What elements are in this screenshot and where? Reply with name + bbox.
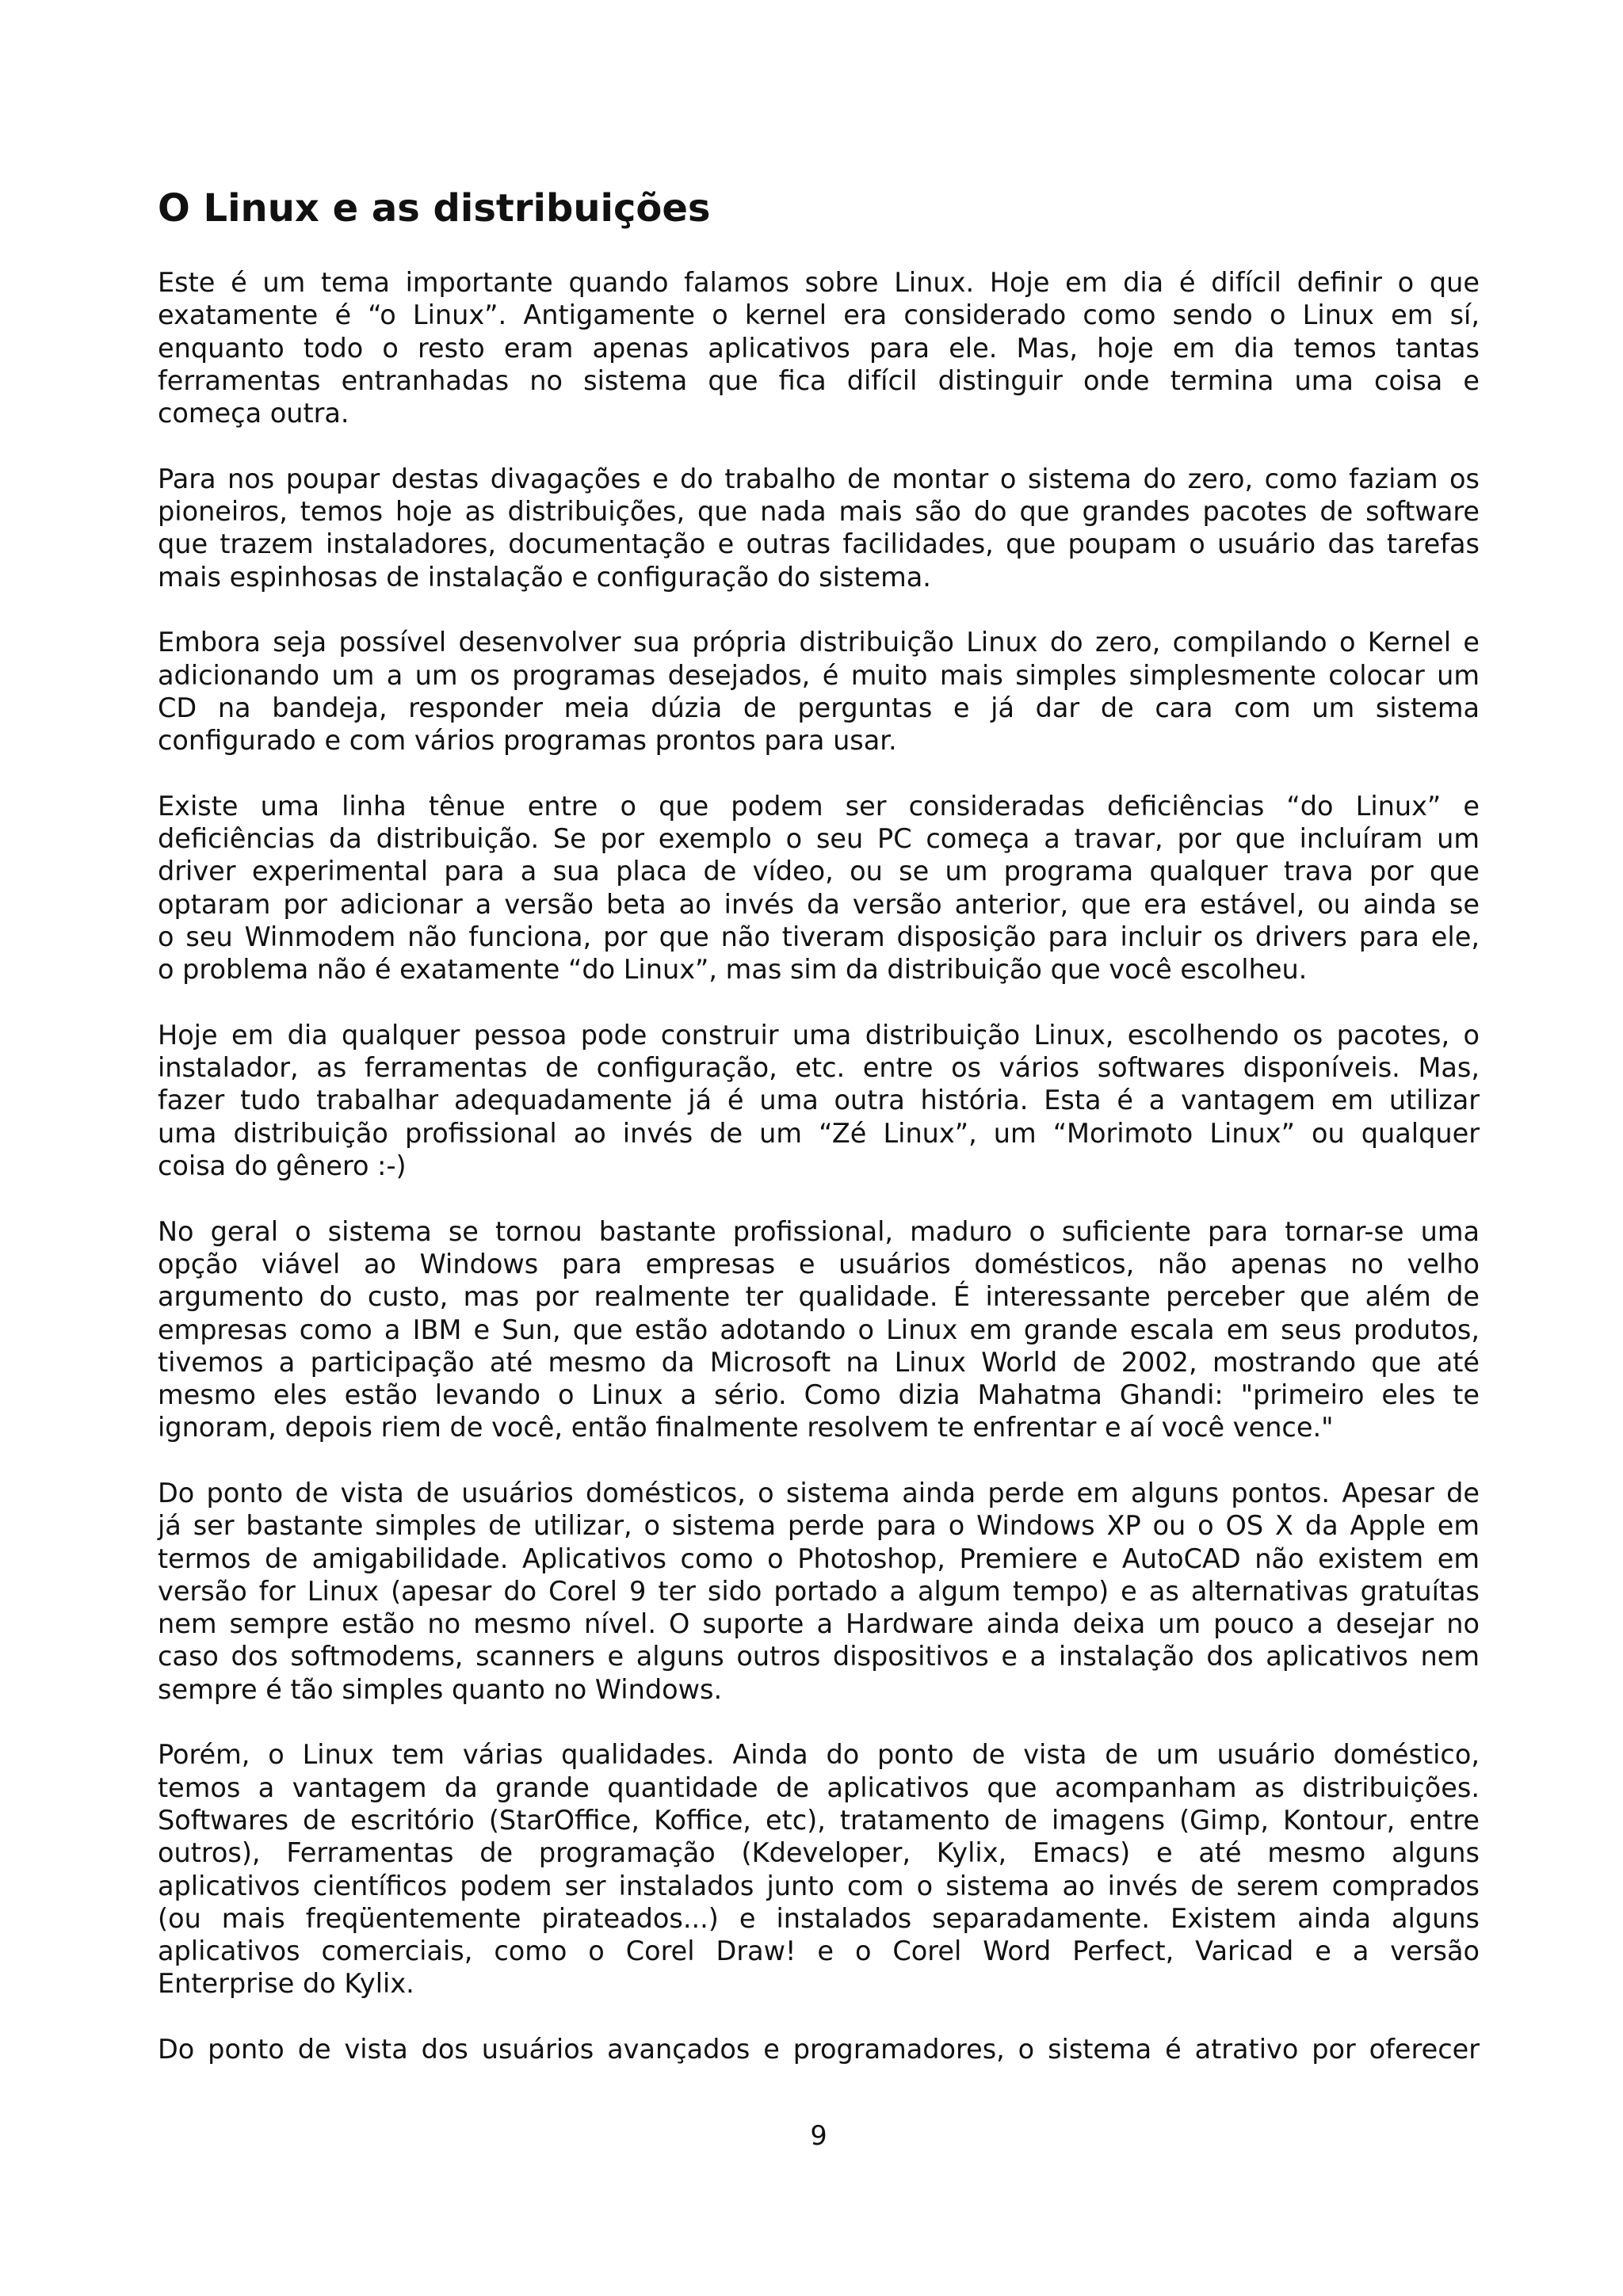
text-line: No geral o sistema se tornou bastante profissional, maduro o suficiente para tornar-se uma	[158, 1215, 1480, 1247]
text-line: sempre é tão simples quanto no Windows.	[158, 1673, 723, 1705]
text-line: o problema não é exatamente “do Linux”, mas sim da distribuição que você escolheu.	[158, 954, 1308, 986]
text-line: deficiências da distribuição. Se por exemplo o seu PC começa a travar, por que incluíram um	[158, 823, 1480, 855]
text-line: pioneiros, temos hoje as distribuições, que nada mais são do que grandes pacotes de software	[158, 496, 1480, 528]
text-line: Embora seja possível desenvolver sua própria distribuição Linux do zero, compilando o Kernel e	[158, 627, 1480, 658]
text-line: enquanto todo o resto eram apenas aplicativos para ele. Mas, hoje em dia temos tantas	[158, 332, 1480, 364]
text-line: caso dos softmodems, scanners e alguns outros dispositivos e a instalação dos aplicativos nem	[158, 1641, 1480, 1672]
paragraph-8	[158, 1738, 1480, 2000]
page-title: O Linux e as distribuições	[158, 186, 711, 231]
text-line: outros), Ferramentas de programação (Kdeveloper, Kylix, Emacs) e até mesmo alguns	[158, 1837, 1480, 1869]
paragraph-6	[158, 1215, 1480, 1444]
text-line: opção viável ao Windows para empresas e usuários domésticos, não apenas no velho	[158, 1248, 1480, 1280]
text-line: Do ponto de vista dos usuários avançados e programadores, o sistema é atrativo por oferecer	[158, 2034, 1480, 2065]
text-line: que trazem instaladores, documentação e outras facilidades, que poupam o usuário das tarefas	[158, 528, 1480, 560]
text-line: termos de amigabilidade. Aplicativos como o Photoshop, Premiere e AutoCAD não existem em	[158, 1543, 1480, 1574]
text-line: aplicativos comerciais, como o Corel Draw! e o Corel Word Perfect, Varicad e a versão	[158, 1936, 1480, 1967]
text-line: ferramentas entranhadas no sistema que fica difícil distinguir onde termina uma coisa e	[158, 364, 1480, 396]
text-line: temos a vantagem da grande quantidade de aplicativos que acompanham as distribuições.	[158, 1772, 1480, 1803]
text-line: mais espinhosas de instalação e configuração do sistema.	[158, 561, 931, 593]
text-line: Enterprise do Kylix.	[158, 1968, 414, 2000]
text-line: adicionando um a um os programas desejados, é muito mais simples simplesmente colocar um	[158, 659, 1480, 691]
text-line: CD na bandeja, responder meia dúzia de perguntas e já dar de cara com um sistema	[158, 692, 1480, 723]
text-line: uma distribuição profissional ao invés de um “Zé Linux”, um “Morimoto Linux” ou qualquer	[158, 1117, 1480, 1149]
paragraph-9	[158, 2033, 1480, 2065]
text-line: optaram por adicionar a versão beta ao invés da versão anterior, que era estável, ou ainda se	[158, 888, 1480, 920]
text-line: empresas como a IBM e Sun, que estão adotando o Linux em grande escala em seus produtos,	[158, 1314, 1480, 1345]
text-line: (ou mais freqüentemente pirateados...) e instalados separadamente. Existem ainda alguns	[158, 1902, 1480, 1934]
paragraph-4	[158, 790, 1480, 986]
text-line: tivemos a participação até mesmo da Microsoft na Linux World de 2002, mostrando que até	[158, 1346, 1480, 1378]
text-line: coisa do gênero :-)	[158, 1150, 407, 1182]
text-line: Existe uma linha tênue entre o que podem ser consideradas deficiências “do Linux” e	[158, 790, 1480, 822]
text-line: já ser bastante simples de utilizar, o sistema perde para o Windows XP ou o OS X da Apple em	[158, 1510, 1480, 1542]
text-line: argumento do custo, mas por realmente ter qualidade. É interessante perceber que além de	[158, 1281, 1480, 1313]
text-line: mesmo eles estão levando o Linux a sério. Como dizia Mahatma Ghandi: "primeiro eles te	[158, 1379, 1480, 1411]
text-line: Softwares de escritório (StarOffice, Koffice, etc), tratamento de imagens (Gimp, Kontour, entre	[158, 1804, 1480, 1836]
text-line: Este é um tema importante quando falamos sobre Linux. Hoje em dia é difícil definir o que	[158, 267, 1480, 298]
text-line: nem sempre estão no mesmo nível. O suporte a Hardware ainda deixa um pouco a desejar no	[158, 1608, 1480, 1640]
document-body	[158, 266, 1480, 2099]
text-line: Para nos poupar destas divagações e do trabalho de montar o sistema do zero, como faziam os	[158, 463, 1480, 494]
paragraph-5	[158, 1019, 1480, 1182]
text-line: versão for Linux (apesar do Corel 9 ter sido portado a algum tempo) e as alternativas gratuítas	[158, 1575, 1480, 1607]
text-line: aplicativos científicos podem ser instalados junto com o sistema ao invés de serem comprados	[158, 1870, 1480, 1901]
paragraph-2	[158, 463, 1480, 593]
paragraph-1	[158, 266, 1480, 429]
text-line: Do ponto de vista de usuários domésticos, o sistema ainda perde em alguns pontos. Apesar de	[158, 1477, 1480, 1508]
page-number: 9	[810, 2120, 827, 2151]
text-line: o seu Winmodem não funciona, por que não tiveram disposição para incluir os drivers para ele,	[158, 921, 1480, 952]
text-line: ignoram, depois riem de você, então finalmente resolvem te enfrentar e aí você vence."	[158, 1412, 1334, 1444]
paragraph-3	[158, 626, 1480, 757]
text-line: fazer tudo trabalhar adequadamente já é uma outra história. Esta é a vantagem em utilizar	[158, 1085, 1480, 1116]
text-line: exatamente é “o Linux”. Antigamente o kernel era considerado como sendo o Linux em sí,	[158, 299, 1480, 331]
text-line: instalador, as ferramentas de configuração, etc. entre os vários softwares disponíveis. Mas,	[158, 1052, 1480, 1084]
text-line: Porém, o Linux tem várias qualidades. Ainda do ponto de vista de um usuário doméstico,	[158, 1739, 1480, 1771]
text-line: configurado e com vários programas prontos para usar.	[158, 725, 897, 757]
paragraph-7	[158, 1477, 1480, 1706]
text-line: driver experimental para a sua placa de vídeo, ou se um programa qualquer trava por que	[158, 856, 1480, 887]
text-line: começa outra.	[158, 398, 349, 429]
text-line: Hoje em dia qualquer pessoa pode construir uma distribuição Linux, escolhendo os pacotes, o	[158, 1019, 1480, 1051]
